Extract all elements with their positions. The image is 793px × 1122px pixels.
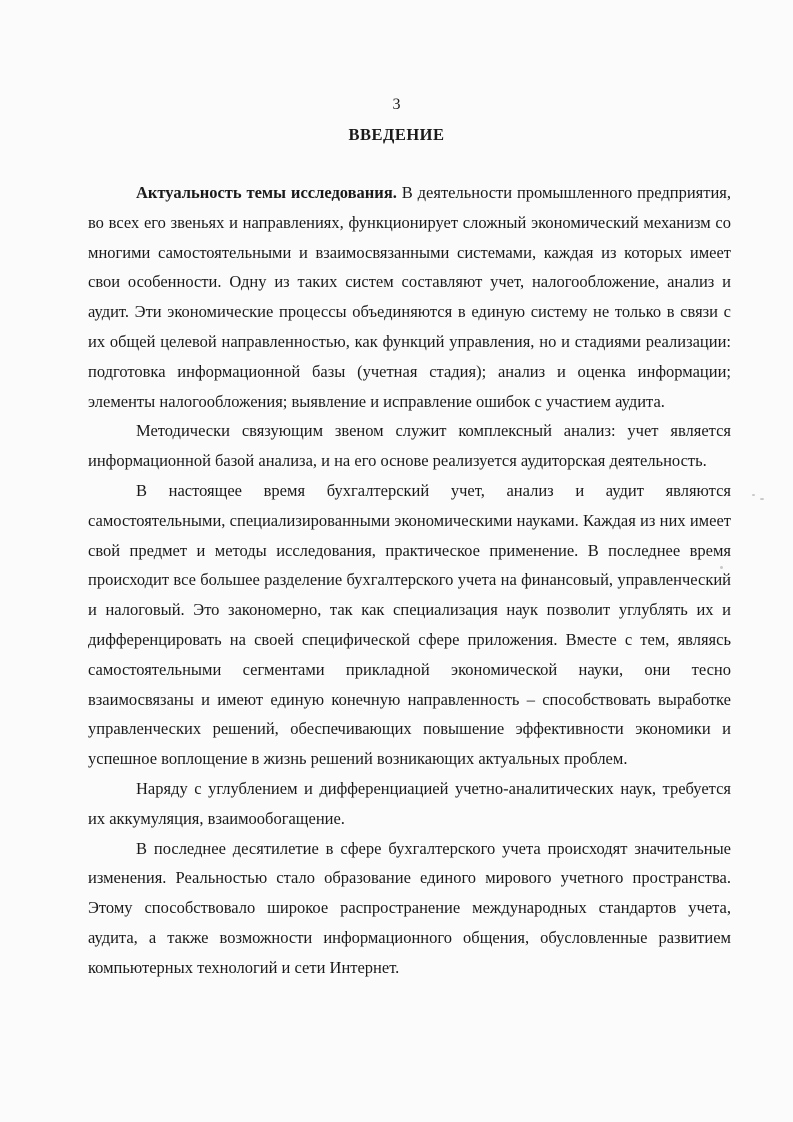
scan-speck [720,566,723,569]
paragraph-global-space: В последнее десятилетие в сфере бухгалтерского учета происходят значительные изменения. Реальностью стало образование единого мирового учетного пространства. Этому способствовало широкое распространение международных стандартов учета, аудита, а также возможности информационного общения, обусловленные развитием компьютерных технологий и сети Интернет. [88,838,731,977]
scan-speck [760,498,764,500]
paragraph-text: В деятельности промышленного предприятия, во всех его звеньях и направлениях, функционирует сложный экономический механизм со многими самостоятельными и взаимосвязанными системами, каждая из которых имеет свои особенности. Одну из таких систем составляют учет, налогообложение, анализ и аудит. Эти экономические процессы объединяются в единую систему не только в связи с их общей целевой направленностью, как функций управления, но и стадиями реализации: подготовка информационной базы (учетная стадия); анализ и оценка информации; элементы налогообложения; выявление и исправление ошибок с участием аудита. [88,183,732,411]
paragraph-sciences: В настоящее время бухгалтерский учет, анализ и аудит являются самостоятельными, специализированными экономическими науками. Каждая из них имеет свой предмет и методы исследования, практическое применение. В последнее время происходит все большее разделение бухгалтерского учета на финансовый, управленческий и налоговый. Это закономерно, так как специализация наук позволит углублять их и дифференцировать на своей специфической сфере приложения. Вместе с тем, являясь самостоятельными сегментами прикладной экономической науки, они тесно взаимосвязаны и имеют единую конечную направленность – способствовать выработке управленческих решений, обеспечивающих повышение эффективности экономики и успешное воплощение в жизнь решений возникающих актуальных проблем. [88,480,731,769]
scan-speck [752,494,755,496]
section-title: ВВЕДЕНИЕ [348,125,445,144]
paragraph-accumulation: Наряду с углублением и дифференциацией учетно-аналитических наук, требуется их аккумуляция, взаимообогащение. [88,778,731,828]
paragraph-relevance [88,178,731,416]
paragraph-lead: Актуальность темы исследования. [136,183,397,202]
body-text [88,178,731,983]
page-number: 3 [392,96,401,113]
paragraph-methodology: Методически связующим звеном служит комплексный анализ: учет является информационной базой анализа, и на его основе реализуется аудиторская деятельность. [88,421,731,471]
